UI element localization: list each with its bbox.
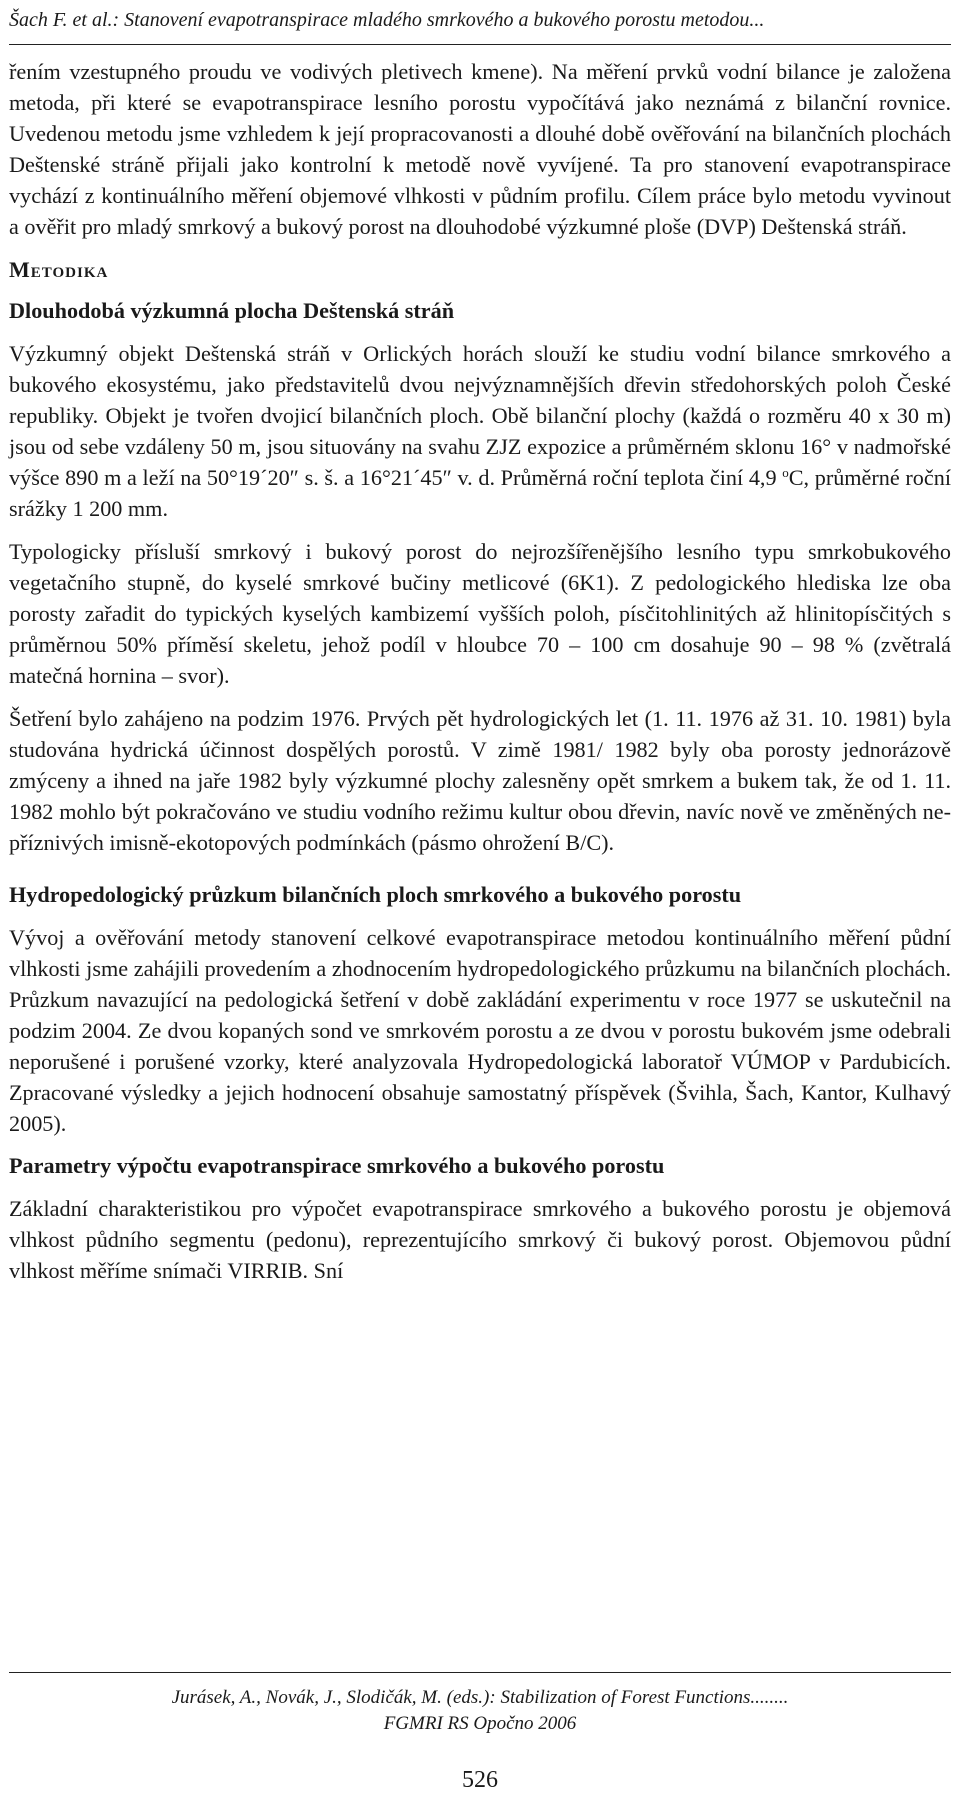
subheading-evapotranspiration-parameters: Parametry výpočtu evapotranspirace smrkového a bukového porostu: [9, 1153, 665, 1178]
footer-divider: [9, 1672, 951, 1673]
subheading-hydropedological-survey: Hydropedologický průzkum bilančních ploch smrkového a bukového porostu: [9, 882, 742, 907]
paragraph-research-plot-3: Šetření bylo zahájeno na podzim 1976. Prvých pět hydrologických let (1. 11. 1976 až 31. 10. 1981) byla studována hydrická účinnost dospělých porostů. V zimě 1981/ 1982 byly oba porosty jednorázově zmýceny a ihned na jaře 1982 byly výzkumné plochy zalesněny opět smrkem a bukem tak, že od 1. 11. 1982 mohlo být pokračováno ve studiu vodního režimu kultur obou dřevin, navíc nově ve změněných nepříznivých imisně-ekotopových podmínkách (pásmo ohrožení B/C).: [9, 706, 951, 855]
paragraph-evapotranspiration-parameters: Základní charakteristikou pro výpočet evapotranspirace smrkového a bukového porostu je objemová vlhkost půdního segmentu (pedonu), reprezentujícího smrkový či bukový porost. Objemovou půdní vlhkost měříme snímači VIRRIB. Sní: [9, 1196, 951, 1283]
running-header: Šach F. et al.: Stanovení evapotranspirace mladého smrkového a bukového porostu metodou...: [9, 9, 765, 31]
subheading-research-plot: Dlouhodobá výzkumná plocha Deštenská stráň: [9, 298, 455, 323]
page-body: [9, 56, 951, 1286]
section-title-methods: Metodika: [9, 257, 109, 282]
footer-citation: Jurásek, A., Novák, J., Slodičák, M. (eds.): Stabilization of Forest Functions........: [171, 1687, 789, 1708]
paragraph-text: Výzkumný objekt Deštenská stráň v Orlických horách slouží ke studiu vodní bilance smrkového a bukového ekosystému, jako představitelů dvou nejvýznamnějších dřevin středohorských poloh České republiky. Objekt je tvořen dvojicí bilančních ploch. Obě bilanční plochy (každá o rozměru 40 x 30 m) jsou od sebe vzdáleny 50 m, jsou situovány na svahu ZJZ expozice a průměrném sklonu 16° v nadmořské výšce 890 m a leží na 50°19´20″ s. š. a 16°21´45″ v. d. Průměrná roční teplota činí 4,9: [9, 341, 951, 490]
paragraph-text: C, průměrné roční srážky 1 200 mm.: [9, 465, 951, 521]
degree-superscript: o: [782, 465, 789, 480]
paragraph-research-plot-2: Typologicky přísluší smrkový i bukový porost do nejrozšířenějšího lesního typu smrkobukového vegetačního stupně, do kyselé smrkové bučiny metlicové (6K1). Z pedologického hlediska lze oba porosty zařadit do typických kyselých kambizemí vyšších poloh, písčitohlinitých až hlinitopísčitých s průměrnou 50% příměsí skeletu, jehož podíl v hloubce 70 – 100 cm dosahuje 90 – 98 % (zvětralá matečná hornina – svor).: [9, 539, 951, 688]
intro-paragraph: řením vzestupného proudu ve vodivých pletivech kmene). Na měření prvků vodní bilance je založena metoda, při které se evapotranspirace lesního porostu vypočítává jako neznámá z bilanční rovnice. Uvedenou metodu jsme vzhledem k její propracovanosti a dlouhé době ověřování na bilančních plochách Deštenské stráně přijali jako kontrolní k metodě nově vyvíjené. Ta pro stanovení evapotranspirace vychází z kontinuálního měření objemové vlhkosti v půdním profilu. Cílem práce bylo metodu vyvinout a ověřit pro mladý smrkový a bukový porost na dlouhodobé výzkumné ploše (DVP) Deštenská stráň.: [9, 59, 951, 239]
header-divider: [9, 44, 951, 45]
paragraph-research-plot-1: [9, 338, 951, 524]
page-number: 526: [462, 1767, 498, 1793]
paragraph-hydropedological-survey: Vývoj a ověřování metody stanovení celkové evapotranspirace metodou kontinuálního měření půdní vlhkosti jsme zahájili provedením a zhodnocením hydropedologického průzkumu na bilančních plochách. Průzkum navazující na pedologická šetření v době zakládání experimentu v roce 1977 se uskutečnil na podzim 2004. Ze dvou kopaných sond ve smrkovém porostu a ze dvou v porostu bukovém jsme odebrali neporušené i porušené vzorky, které analyzovala Hydropedologická laboratoř VÚMOP v Pardubicích. Zpracované výsledky a jejich hodnocení obsahuje samostatný příspěvek (Švihla, Šach, Kantor, Kulhavý 2005).: [9, 925, 951, 1136]
footer-publisher: FGMRI RS Opočno 2006: [383, 1713, 577, 1734]
